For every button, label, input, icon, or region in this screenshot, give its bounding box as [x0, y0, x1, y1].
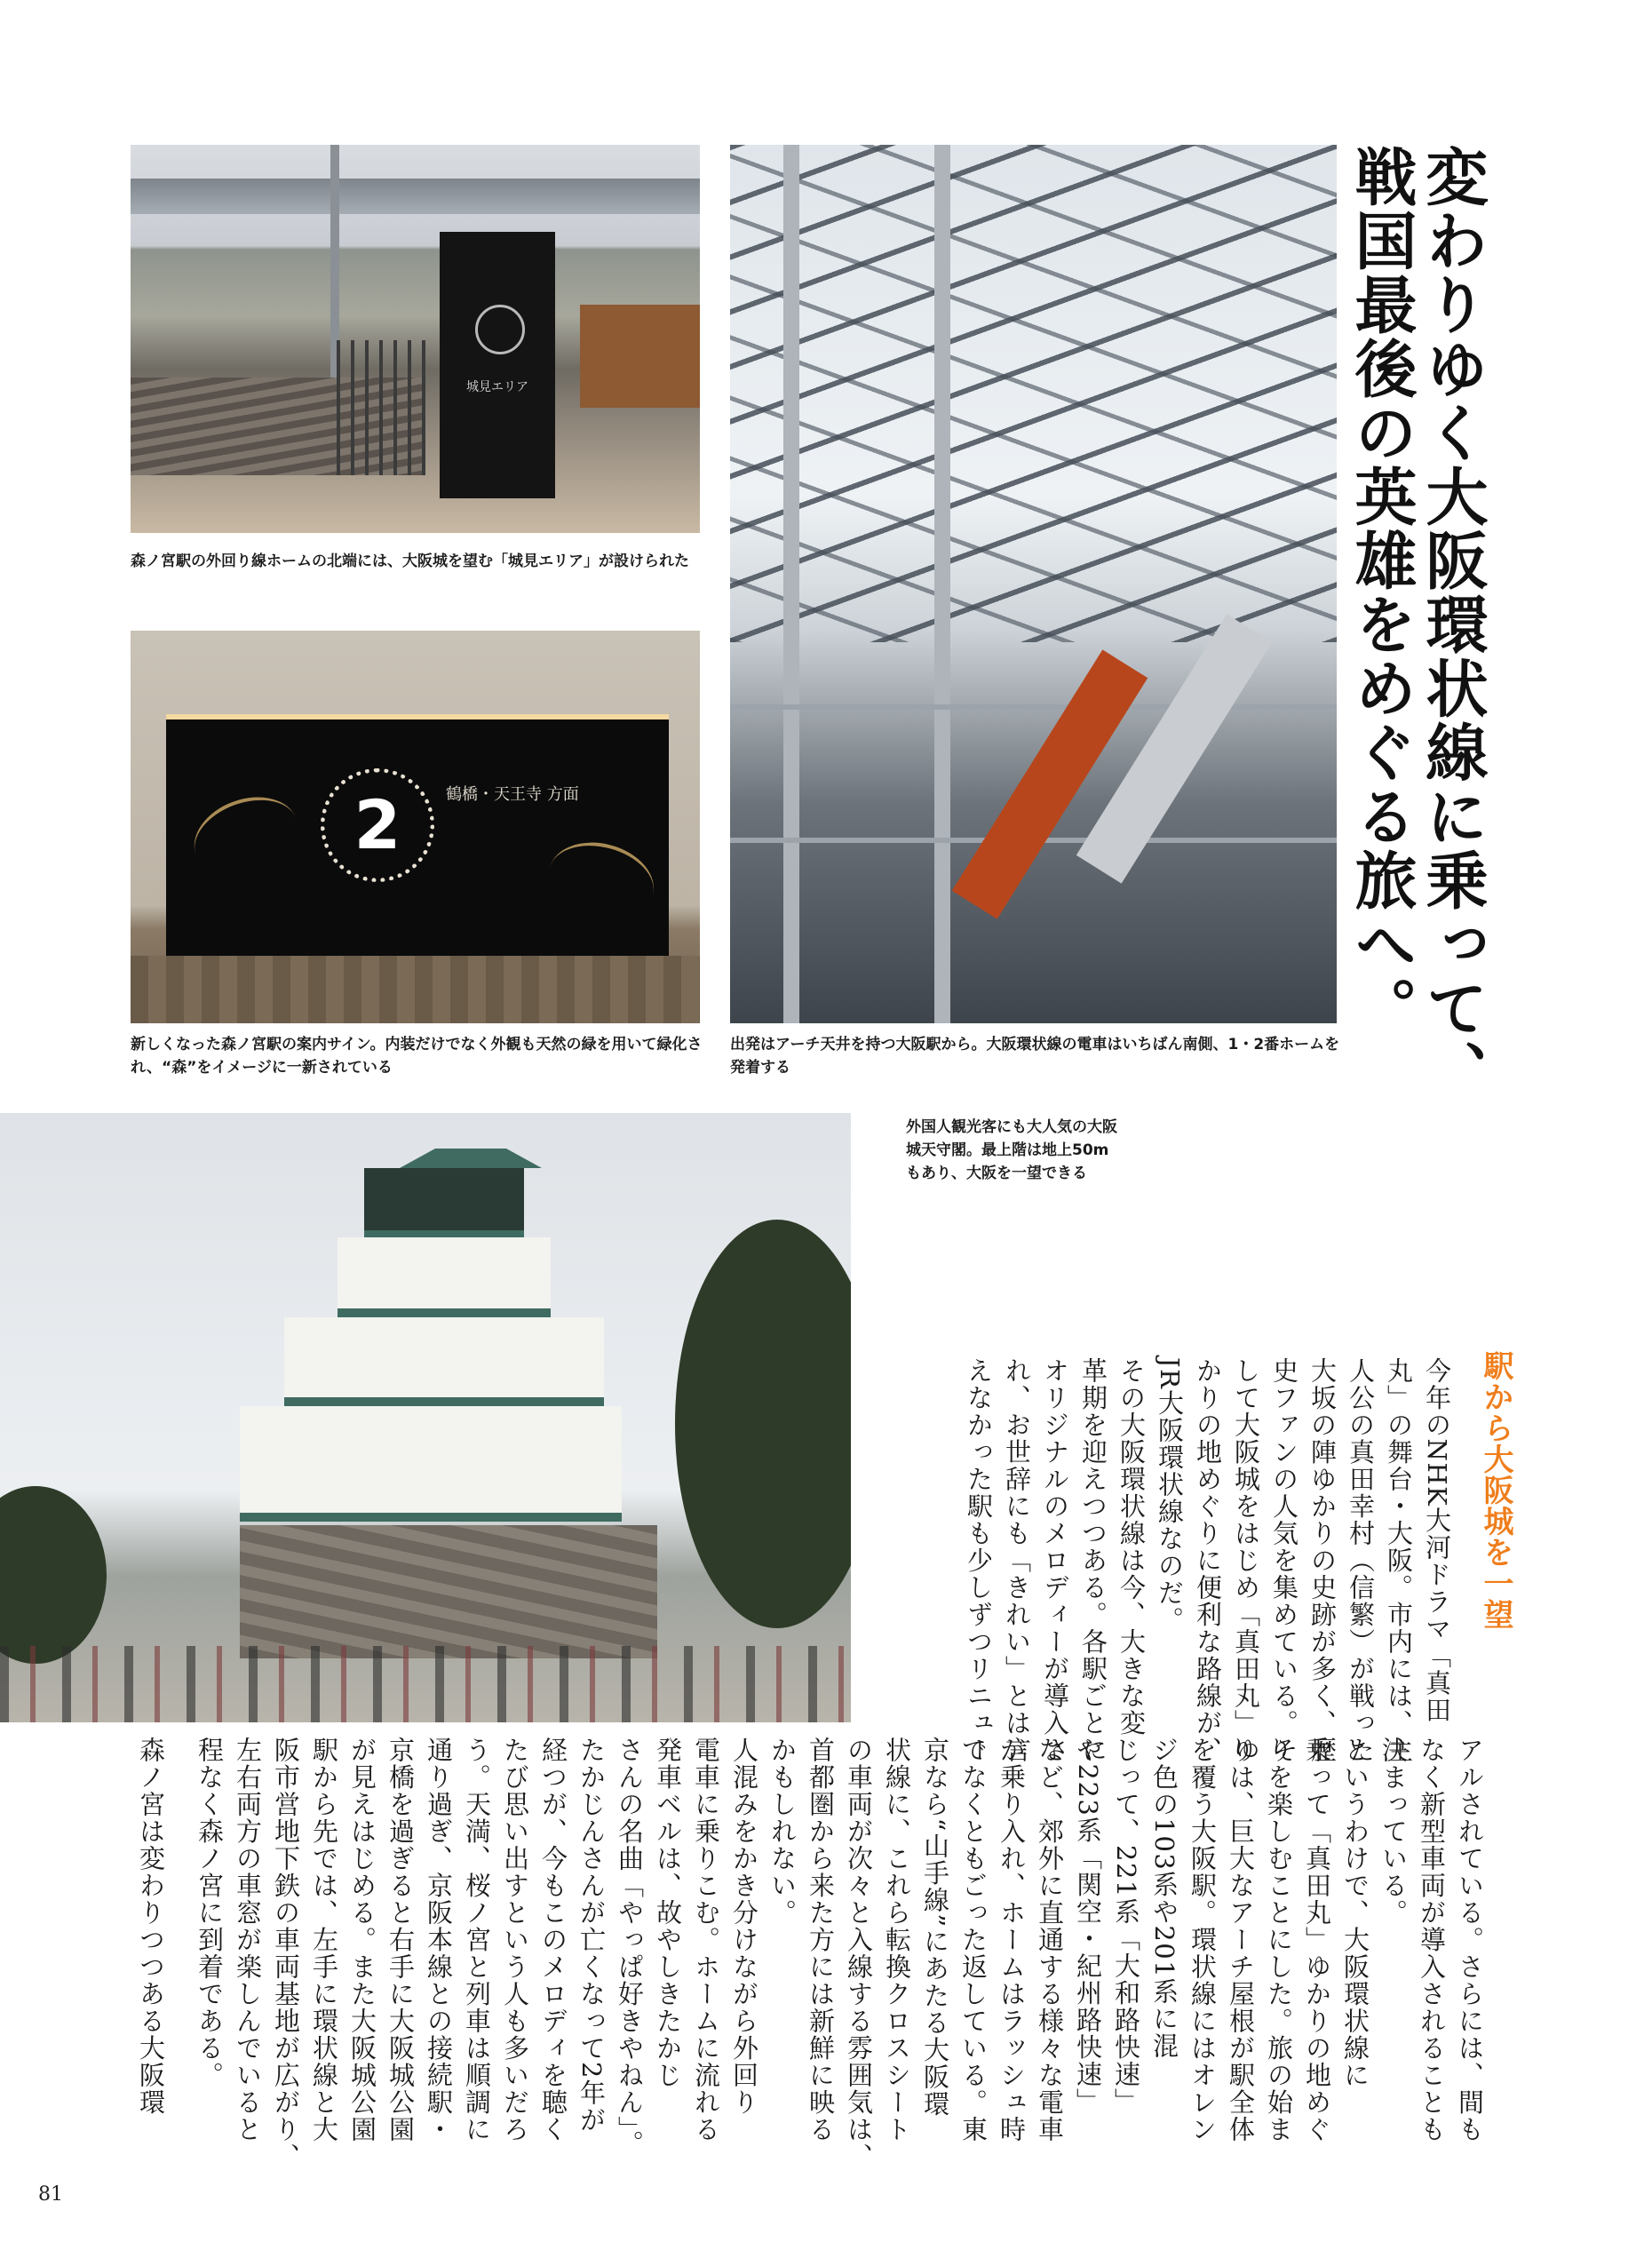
steel-column: [783, 145, 799, 1023]
body-line: など、郊外に直通する様々な電車: [1035, 1737, 1065, 2143]
tree: [0, 1486, 107, 1664]
body-line: 左右両方の車窓が楽しんでいると: [233, 1737, 263, 2143]
body-line: れ、お世辞にも「きれい」とは言: [1002, 1357, 1032, 1764]
platform-fence: [337, 340, 433, 475]
body-line: を覆う大阪駅。環状線にはオレン: [1187, 1737, 1218, 2143]
body-line: 人混みをかき分けながら外回り: [729, 1737, 759, 2116]
body-line: アルされている。さらには、間も: [1455, 1737, 1485, 2143]
body-line: 今年のNHK大河ドラマ「真田: [1422, 1357, 1452, 1724]
body-line: 京なら“山手線”にあたる大阪環: [920, 1737, 950, 2119]
castle-tier: [338, 1237, 551, 1317]
roof-truss: [730, 145, 1337, 642]
body-line: 程なく森ノ宮に到着である。: [195, 1737, 225, 2089]
tree: [675, 1220, 851, 1628]
body-line: 京橋を過ぎると右手に大阪城公園: [385, 1737, 416, 2143]
body-line: かりの地めぐりに便利な路線が、: [1193, 1357, 1223, 1764]
body-line: 駅から先では、左手に環状線と大: [309, 1737, 339, 2143]
viewing-area-signboard: [440, 232, 555, 498]
photo-platform-viewing-area: [131, 145, 700, 533]
body-line: りは、巨大なアーチ屋根が駅全体: [1226, 1737, 1256, 2143]
sign-label: 城見エリア: [466, 380, 528, 394]
photo-osaka-station-roof: [730, 145, 1337, 1023]
body-line: 森ノ宮は変わりつつある大阪環: [136, 1737, 166, 2116]
body-line: たび思い出すという人も多いだろ: [500, 1737, 530, 2143]
body-line: 首都圏から来た方には新鮮に映る: [806, 1737, 836, 2143]
steel-column: [934, 145, 950, 1023]
article-subheading: 駅から大阪城を一望: [1478, 1350, 1513, 1630]
body-line: 革期を迎えつつある。各駅ごとに: [1078, 1357, 1108, 1764]
body-line: 人公の真田幸村（信繁）が戦った: [1346, 1357, 1376, 1764]
body-line: というわけで、大阪環状線に: [1340, 1737, 1370, 2089]
caption-station-sign: 新しくなった森ノ宮駅の案内サイン。内装だけでなく外観も天然の緑を用いて緑化され、“森”をイメージに一新されている: [131, 1036, 703, 1077]
caption-osaka-station: 出発はアーチ天井を持つ大阪駅から。大阪環状線の電車はいちばん南側、1・2番ホームを発着する: [730, 1036, 1340, 1077]
body-line: 状線に、これら転換クロスシート: [882, 1737, 912, 2143]
castle-tier: [284, 1317, 604, 1406]
body-line: りを楽しむことにした。旅の始ま: [1264, 1737, 1294, 2143]
page-number: 81: [38, 2183, 63, 2206]
headline-line-1: 変わりゆく大阪環状線に乗って、: [1416, 145, 1489, 1104]
visitor-crowd: [0, 1646, 851, 1722]
body-line: や223系「関空・紀州路快速」: [1073, 1737, 1103, 2115]
body-line: の車両が次々と入線する雰囲気は、: [844, 1737, 874, 2170]
body-line: さんの名曲「やっぱ好きやねん」。: [615, 1737, 645, 2158]
body-line: う。天満、桜ノ宮と列車は順調に: [462, 1737, 492, 2143]
elevated-bridge: [131, 179, 700, 214]
body-line: 通り過ぎ、京阪本線との接続駅・: [424, 1737, 454, 2143]
body-line: が見えはじめる。また大阪城公園: [347, 1737, 377, 2143]
body-line: 史ファンの人気を集めている。そ: [1269, 1357, 1299, 1764]
sign-emblem-icon: [475, 305, 525, 354]
wooden-wall: [580, 305, 700, 408]
caption-platform: 森ノ宮駅の外回り線ホームの北端には、大阪城を望む「城見エリア」が設けられた: [131, 553, 689, 570]
body-line: えなかった駅も少しずつリニュー: [964, 1357, 994, 1764]
floor-tiles: [131, 956, 700, 1023]
photo-osaka-castle: [0, 1113, 851, 1722]
platform-number: 2: [353, 785, 401, 864]
body-line: その大阪環状線は今、大きな変: [1116, 1357, 1147, 1737]
castle-tier: [240, 1406, 622, 1522]
body-line: 丸」の舞台・大阪。市内には、主: [1384, 1357, 1414, 1764]
sign-light-bar: [166, 714, 669, 720]
headline-line-2: 戦国最後の英雄をめぐる旅へ。: [1345, 145, 1418, 1040]
body-line: たかじんさんが亡くなって2年が: [576, 1737, 607, 2134]
body-line: が乗り入れ、ホームはラッシュ時: [997, 1737, 1027, 2143]
castle-tier: [364, 1168, 524, 1239]
body-line: 発車ベルは、故やしきたかじ: [653, 1737, 683, 2089]
photo-station-sign: [131, 631, 700, 1023]
body-line: なく新型車両が導入されることも: [1417, 1737, 1447, 2143]
body-line: 決まっている。: [1378, 1737, 1409, 1927]
body-line: して大阪城をはじめ「真田丸」ゆ: [1231, 1357, 1261, 1764]
body-line: 乗って「真田丸」ゆかりの地めぐ: [1302, 1737, 1332, 2143]
body-line: 阪市営地下鉄の車両基地が広がり、: [271, 1737, 301, 2170]
caption-osaka-castle: 外国人観光客にも大人気の大阪城天守閣。最上階は地上50mもあり、大阪を一望できる: [906, 1118, 1117, 1182]
body-line: 経つが、今もこのメロディを聴く: [538, 1737, 568, 2143]
body-line: かもしれない。: [767, 1737, 798, 1927]
body-line: でなくともごった返している。東: [958, 1737, 989, 2143]
body-line: オリジナルのメロディーが導入さ: [1040, 1357, 1070, 1764]
body-line: 大坂の陣ゆかりの史跡が多く、歴: [1307, 1357, 1338, 1764]
body-line: じって、221系「大和路快速」: [1111, 1737, 1141, 2115]
body-line: ジ色の103系や201系に混: [1149, 1737, 1179, 2060]
sign-station-text: 鶴橋・天王寺 方面: [446, 785, 579, 804]
body-line: JR大阪環状線なのだ。: [1155, 1357, 1185, 1634]
stone-wall: [240, 1525, 657, 1658]
railing: [730, 704, 1337, 710]
castle-roof: [400, 1149, 542, 1168]
body-line: 電車に乗りこむ。ホームに流れる: [691, 1737, 721, 2143]
